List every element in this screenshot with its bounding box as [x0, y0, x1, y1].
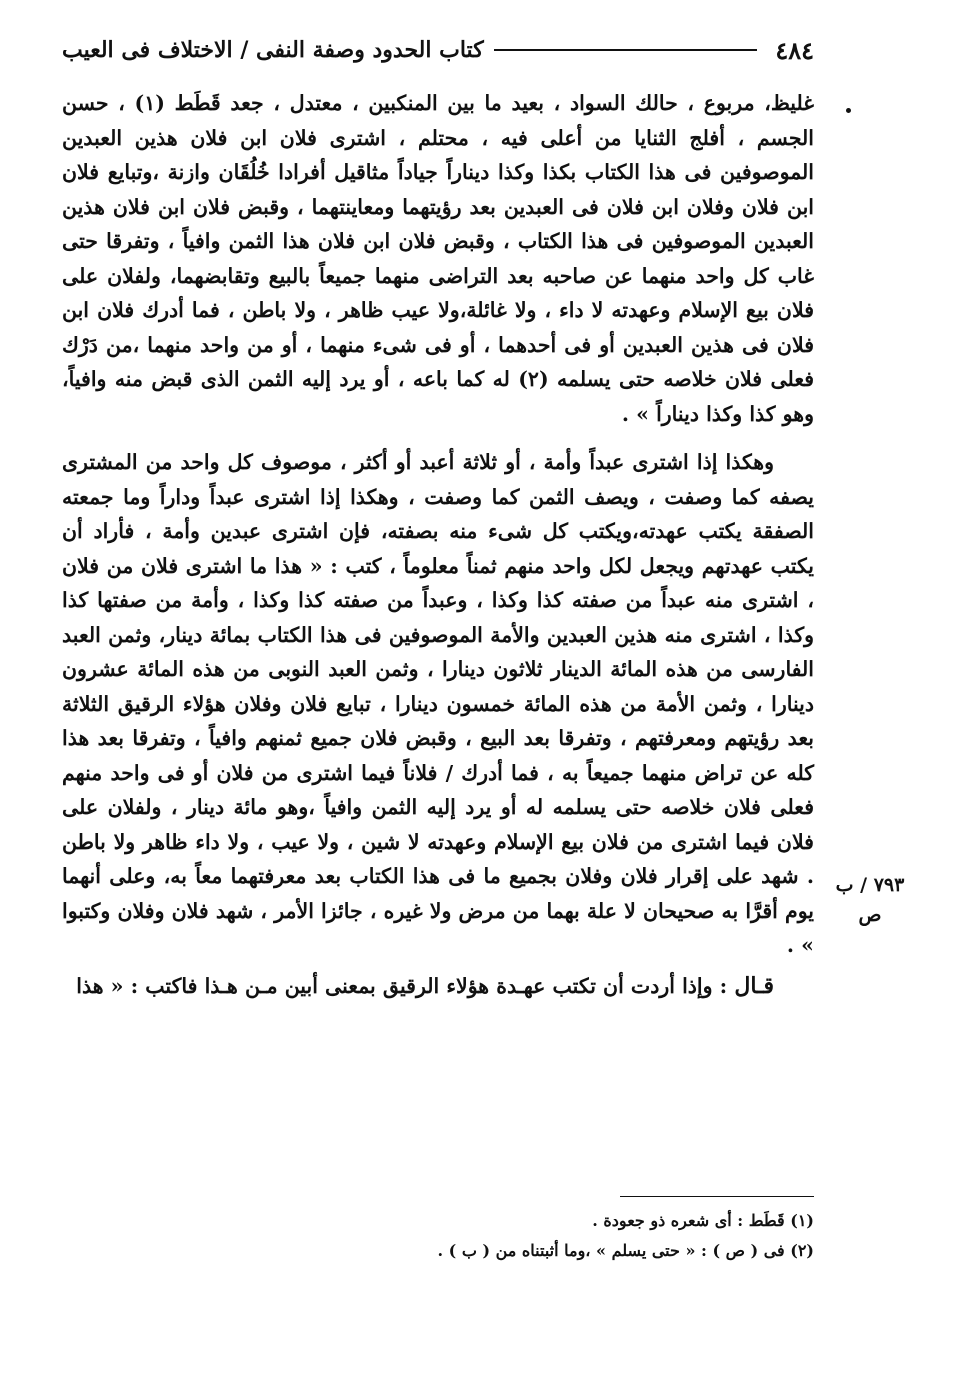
paragraph-2: وهكذا إذا اشترى عبداً وأمة ، أو ثلاثة أعبد أو أكثر ، موصوف كل واحد من المشترى يصفه كما وصفت ، ويصف الثمن كما وصفت ، وهكذا إذا اشترى عبداً وداراً وما جمعته الصفقة يكتب عهدته،ويكتب كل شىء منه بصفته، فإن اشترى عبدين وأمة ، فأراد أن يكتب عهدتهم ويجعل لكل واحد منهم ثمناً معلوماً ، كتب : « هذا ما اشترى فلان من فلان ، اشترى منه عبداً من صفته كذا وكذا ، وعبداً من صفته كذا وكذا ، وأمة من صفتها كذا وكذا ، اشترى منه هذين العبدين والأمة الموصوفين فى هذا الكتاب بمائة دينار، وثمن العبد الفارسى من هذه المائة الدينار ثلاثون دينارا ، وثمن العبد النوبى من هذه المائة عشرون دينارا ، وثمن الأمة من هذه المائة خمسون دينارا ، تبايع فلان وفلان هؤلاء الرقيق الثلاثة بعد رؤيتهم ومعرفتهم ، وتفرقا بعد البيع ، وقبض فلان جميع ثمنهم وافياً ، وتفرقا بعد هذا كله عن تراض منهما جميعاً به ، فما أدرك / فلاناً فيما اشترى من فلان أو فى واحد منهم فعلى فلان خلاصه حتى يسلمه له أو يرد إليه الثمن وافياً ،وهو مائة دينار ، ولفلان على فلان فيما اشترى من فلان بيع الإسلام وعهدته لا شين ، ولا عيب ، ولا داء ظاهر ولا باطن . شهد على إقرار فلان وفلان بجميع ما فى هذا الكتاب بعد معرفتهما معاً به، وعلى أنهما يوم أقرَّا به صحيحان لا علة بهما من مرض ولا غيره ، جائزا الأمر ، شهد فلان وفلان وكتبوا » .	[62, 450, 814, 957]
footnote-separator	[620, 1196, 814, 1197]
paragraph-1: غليظ، مربوع ، حالك السواد ، بعيد ما بين المنكبين ، معتدل ، جعد قَطَط (١) ، حسن الجسم ، أفلج الثنايا من أعلى فيه ، محتلم ، اشترى فلان ابن فلان هذين العبدين الموصوفين فى هذا الكتاب بكذا وكذا ديناراً جياداً مثاقيل أفرادا خُلُقَان وازنة ،وتبايع فلان ابن فلان وفلان ابن فلان فى العبدين بعد رؤيتهما ومعاينتهما ، وقبض فلان ابن فلان هذين العبدين الموصوفين فى هذا الكتاب ، وقبض فلان ابن فلان هذا الثمن وافياً ، وتفرقا حتى غاب كل واحد منهما عن صاحبه بعد التراضى منهما جميعاً بالبيع وتقابضهما، ولفلان على فلان بيع الإسلام وعهدته لا داء ، ولا غائلة،ولا عيب ظاهر ، ولا باطن ، فما أدرك فلان ابن فلان فى هذين العبدين أو فى أحدهما ، أو فى شىء منهما ، أو من واحد منهما ،من دَرْك فعلى فلان خلاصه حتى يسلمه (٢) له كما باعه ، أو يرد إليه الثمن الذى قبض منه وافياً، وهو كذا وكذا ديناراً » .	[62, 91, 815, 426]
paragraph-3	[62, 969, 814, 1004]
page-number: ٤٨٤	[775, 35, 814, 65]
footnote-2: (٢) فى ( ص ) : « حتى يسلم » ،وما أثبتناه من ( ب ) .	[437, 1241, 814, 1260]
paragraph-3-text: : وإذا أردت أن تكتب عهـدة هؤلاء الرقيق بمعنى أبين مـن هـذا فاكتب : « هذا	[76, 973, 735, 998]
footnote-1: (١) قَطَط : أى شعره ذو جعودة .	[592, 1211, 814, 1230]
margin-dot	[846, 108, 851, 113]
manuscript-folio-note	[830, 870, 910, 930]
folio-reference: ٧٩٣ / ب	[835, 874, 905, 896]
running-title: كتاب الحدود وصفة النفى / الاختلاف فى العيب	[62, 37, 484, 63]
manuscript-siglum: ص	[858, 904, 882, 926]
page-header	[62, 30, 814, 70]
header-rule	[494, 49, 758, 51]
footnotes	[300, 1206, 814, 1266]
speaker-label: قـال	[734, 972, 774, 999]
main-text	[62, 86, 814, 1003]
